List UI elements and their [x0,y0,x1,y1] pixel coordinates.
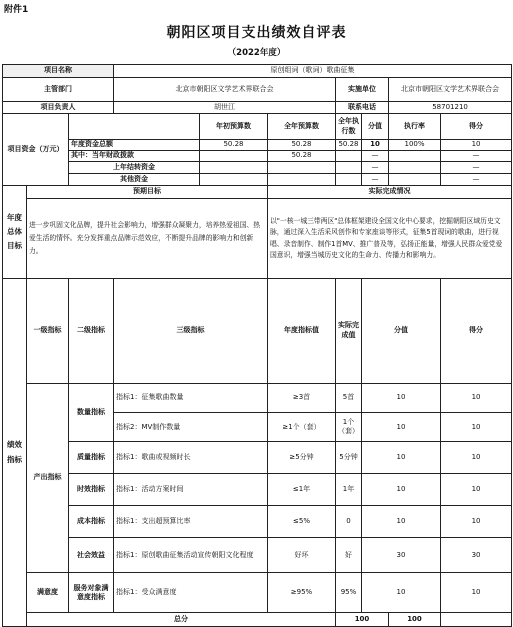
leader-label: 项目负责人 [3,102,114,114]
annex-label: 附件1 [4,5,29,15]
actual-completion-header: 实际完成情况 [268,186,512,199]
indicator-weight: 10 [362,442,441,474]
indicator-header-l1: 一级指标 [27,279,69,384]
funds-cell: 10 [362,140,389,151]
indicator-header-l2: 二级指标 [69,279,114,384]
total-score: 100 [389,613,441,627]
funds-header-executed: 全年执行数 [336,114,362,140]
funds-row-label: 其他资金 [69,174,200,186]
satisfaction-label: 满意度 [27,573,69,613]
indicator-actual: 5首 [336,383,362,412]
indicator-l2: 社会效益 [69,538,114,573]
indicator-l2: 成本指标 [69,506,114,538]
indicator-actual: 1年 [336,474,362,506]
funds-cell [389,151,441,162]
indicator-l2: 服务对象满意度指标 [69,573,114,613]
funds-row-label: 上年结转资金 [69,162,200,174]
unit-value: 北京市朝阳区文学艺术界联合会 [389,78,512,102]
indicator-score: 10 [441,474,512,506]
indicator-weight: 10 [362,474,441,506]
expected-goal-header: 预期目标 [27,186,268,199]
funds-cell [268,174,336,186]
funds-cell [389,174,441,186]
funds-cell [200,162,268,174]
indicator-score: 10 [441,442,512,474]
funds-cell [200,174,268,186]
funds-cell [336,162,362,174]
funds-cell: — [362,162,389,174]
indicator-score: 10 [441,383,512,412]
output-indicator-label: 产出指标 [27,383,69,573]
phone-label: 联系电话 [336,102,389,114]
expected-goal-text: 进一步巩固文化品牌，提升社会影响力，增强群众凝聚力，培养热爱祖国、热爱生活的情怀。充分发挥重点品牌示范效应，不断提升品牌的影响力和创新力。 [27,199,268,279]
indicator-l3: 指标2：MV制作数量 [114,413,268,442]
indicator-weight: 30 [362,538,441,573]
funds-cell: — [441,162,512,174]
indicator-l3: 指标1：支出超预算比率 [114,506,268,538]
indicator-actual: 0 [336,506,362,538]
funds-row-label: 年度资金总额 [69,140,200,151]
indicator-actual: 5分钟 [336,442,362,474]
funds-cell [336,151,362,162]
indicator-l3: 指标1：原创歌曲征集活动宣传朝阳文化程度 [114,538,268,573]
funds-cell: 100% [389,140,441,151]
phone-value: 58701210 [389,102,512,114]
indicator-score: 10 [441,413,512,442]
funds-row-label: 其中：当年财政拨款 [69,151,200,162]
project-name: 原创组词（歌词）歌曲征集 [114,65,512,78]
indicator-header-target: 年度指标值 [268,279,336,384]
project-name-label: 项目名称 [3,65,114,78]
funds-cell: 10 [441,140,512,151]
leader-value: 胡世江 [114,102,336,114]
total-weight: 100 [336,613,389,627]
indicator-header-l3: 三级指标 [114,279,268,384]
indicator-actual: 好 [336,538,362,573]
indicator-l2: 时效指标 [69,474,114,506]
funds-cell [268,162,336,174]
funds-cell: — [362,174,389,186]
indicator-score: 10 [441,506,512,538]
funds-cell: 50.28 [336,140,362,151]
unit-label: 实施单位 [336,78,389,102]
total-note-blank [441,613,512,627]
funds-cell: — [441,151,512,162]
indicator-score: 30 [441,538,512,573]
indicator-l3: 指标1：歌曲或视频时长 [114,442,268,474]
indicator-target: ≤1年 [268,474,336,506]
indicator-header-score: 得分 [441,279,512,384]
indicator-weight: 10 [362,573,441,613]
indicator-weight: 10 [362,383,441,412]
indicator-target: 好坏 [268,538,336,573]
goals-section-label: 年度总体目标 [3,186,27,279]
total-label: 总分 [27,613,336,627]
funds-cell [389,162,441,174]
funds-cell: — [441,174,512,186]
funds-cell [336,174,362,186]
indicator-l3: 指标1：活动方案时间 [114,474,268,506]
indicator-header-weight: 分值 [362,279,441,384]
funds-header-weight: 分值 [362,114,389,140]
funds-header-annual: 全年预算数 [268,114,336,140]
funds-cell: — [362,151,389,162]
indicator-l3: 指标1：征集歌曲数量 [114,383,268,412]
indicator-target: ≥5分钟 [268,442,336,474]
indicator-target: ≥95% [268,573,336,613]
funds-header-initial: 年初预算数 [200,114,268,140]
funds-header-rate: 执行率 [389,114,441,140]
indicator-l2: 质量指标 [69,442,114,474]
indicator-header-actual: 实际完成值 [336,279,362,384]
funds-section-label: 项目资金（万元） [3,114,69,186]
year-label: （2022年度） [227,48,286,58]
indicator-actual: 1个（套） [336,413,362,442]
funds-header-score: 得分 [441,114,512,140]
indicator-actual: 95% [336,573,362,613]
indicator-weight: 10 [362,506,441,538]
indicator-l2: 数量指标 [69,383,114,442]
dept-value: 北京市朝阳区文学艺术界联合会 [114,78,336,102]
funds-cell: 50.28 [200,140,268,151]
dept-label: 主管部门 [3,78,114,102]
funds-header-blank [69,114,200,140]
funds-cell: 50.28 [268,151,336,162]
indicator-target: ≥3首 [268,383,336,412]
indicators-section-label: 绩效指标 [3,279,27,627]
indicator-weight: 10 [362,413,441,442]
indicator-target: ≥1个（套） [268,413,336,442]
actual-completion-text: 以"一核一城三带两区"总体框架建设全国文化中心要求，挖掘朝阳区域历史文脉，通过深入生活采风创作和专家座谈等形式，征集5首现词的歌曲，进行视唱、录音制作、制作1首MV、推广普及等，弘扬正能量，增强人民群众爱党爱国意识，增强当城历史文化的生命力、传播力和影响力。 [268,199,512,279]
funds-cell: 50.28 [268,140,336,151]
indicator-target: ≤5% [268,506,336,538]
evaluation-table [2,64,512,627]
indicator-l3: 指标1：受众满意度 [114,573,268,613]
funds-cell [200,151,268,162]
indicator-score: 10 [441,573,512,613]
page-title: 朝阳区项目支出绩效自评表 [166,25,347,41]
